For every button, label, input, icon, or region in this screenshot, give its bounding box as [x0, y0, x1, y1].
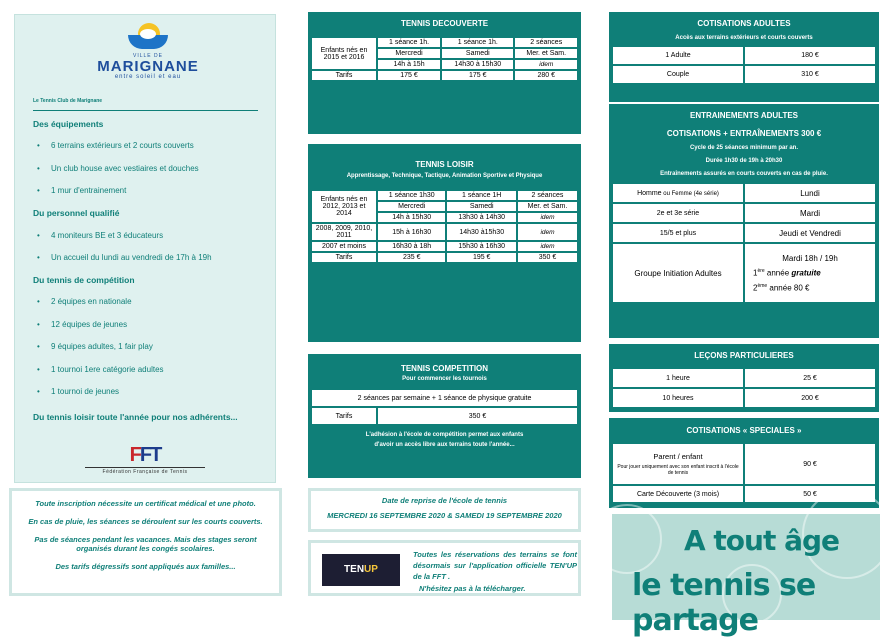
table-cell: Mardi: [745, 204, 875, 222]
table-cell: Jeudi et Vendredi: [745, 224, 875, 242]
fft-logo: FFT Fédération Française de Tennis: [85, 445, 205, 475]
tenup-box: [308, 540, 581, 596]
table-cell: Samedi: [447, 202, 516, 211]
tenup-download-text: N'hésitez pas à la télécharger.: [419, 584, 526, 593]
table-cell: 1 séance 1H: [447, 191, 516, 200]
table-cell: Couple: [613, 66, 743, 83]
important-notes: [9, 488, 282, 596]
info-text: Cycle de 25 séances minimum par an.: [689, 145, 799, 151]
list-item: • Un club house avec vestiaires et douches: [37, 164, 199, 173]
note: Des tarifs dégressifs sont appliqués aux familles...: [55, 562, 236, 571]
tenup-logo: TENUP: [322, 554, 400, 586]
entrainements-adultes-table: [609, 104, 879, 338]
price-cell: 350 €: [378, 408, 577, 424]
tennis-competition-table: [308, 354, 581, 478]
table-cell: 14h à 15h30: [378, 213, 445, 222]
table-title: LEÇONS PARTICULIERES: [694, 351, 794, 360]
table-cell: Carte Découverte (3 mois): [613, 486, 743, 502]
table-title: TENNIS DECOUVERTE: [400, 19, 489, 28]
table-cell: Homme ou Femme (4e série): [613, 184, 743, 202]
table-title: COTISATIONS « SPECIALES »: [686, 426, 802, 435]
section-title: Des équipements: [33, 119, 104, 129]
note: L'adhésion à l'école de compétition permet aux enfants: [365, 432, 524, 438]
price-cell: 200 €: [745, 389, 875, 407]
club-title: Le Tennis Club de Marignane: [33, 98, 103, 104]
age-cell: Enfants nés en 2015 et 2016: [312, 38, 376, 69]
table-cell: 2e et 3e série: [613, 204, 743, 222]
table-cell: 15/5 et plus: [613, 224, 743, 242]
list-item: • 12 équipes de jeunes: [37, 320, 128, 329]
table-cell: 2 séances par semaine + 1 séance de physique gratuite: [312, 390, 577, 406]
reprise-dates: MERCREDI 16 SEPTEMBRE 2020 & SAMEDI 19 SEPTEMBRE 2020: [327, 511, 562, 520]
table-cell: Parent / enfant Pour jouer uniquement avec son enfant inscrit à l'école de tennis: [613, 444, 743, 484]
list-item: • Un accueil du lundi au vendredi de 17h à 19h: [37, 253, 212, 262]
section-title: Du tennis de compétition: [33, 275, 135, 285]
age-cell: 2008, 2009, 2010, 2011: [312, 224, 376, 240]
price-cell: 25 €: [745, 369, 875, 387]
table-cell: Mercredi: [378, 49, 440, 58]
list-item: • 1 mur d'entrainement: [37, 186, 127, 195]
table-cell: idem: [518, 224, 577, 240]
logo-name: MARIGNANE: [97, 58, 199, 75]
table-cell: idem: [518, 242, 577, 251]
price-cell: 175 €: [378, 71, 440, 80]
list-item: • 1 tournoi de jeunes: [37, 387, 120, 396]
tennis-loisir-table: [308, 144, 581, 342]
table-cell: 13h30 à 14h30: [447, 213, 516, 222]
fft-text: Fédération Française de Tennis: [102, 469, 188, 475]
table-cell: 16h30 à 18h: [378, 242, 445, 251]
table-cell: 2 séances: [515, 38, 577, 47]
price-cell: 90 €: [745, 444, 875, 484]
table-cell: Mer. et Sam.: [518, 202, 577, 211]
table-cell: idem: [515, 60, 577, 69]
closing-text: Du tennis loisir toute l'année pour nos adhérents...: [33, 412, 238, 422]
table-cell: 14h à 15h: [378, 60, 440, 69]
list-item: • 6 terrains extérieurs et 2 courts couverts: [37, 141, 194, 150]
table-title: TENNIS LOISIR: [415, 160, 474, 169]
note: En cas de pluie, les séances se déroulent sur les courts couverts.: [28, 517, 263, 526]
table-cell: Mercredi: [378, 202, 445, 211]
table-title: COTISATIONS ADULTES: [697, 19, 791, 28]
table-cell: Tarifs: [312, 71, 376, 80]
sun-wave-icon: [128, 23, 168, 51]
table-cell: 1 séance 1h30: [378, 191, 445, 200]
table-cell: Samedi: [442, 49, 513, 58]
table-subtitle: Apprentissage, Technique, Tactique, Animation Sportive et Physique: [346, 173, 543, 179]
table-cell: 15h à 16h30: [378, 224, 445, 240]
table-cell: 14h30 à 15h30: [442, 60, 513, 69]
list-item: • 2 équipes en nationale: [37, 297, 132, 306]
marignane-logo: [93, 23, 203, 95]
price-cell: 180 €: [745, 47, 875, 64]
price-cell: 350 €: [518, 253, 577, 262]
price-cell: 235 €: [378, 253, 445, 262]
lecons-particulieres-table: [609, 344, 879, 412]
note: Toute inscription nécessite un certificat médical et une photo.: [35, 499, 256, 508]
age-cell: 2007 et moins: [312, 242, 376, 251]
table-cell: 14h30 à15h30: [447, 224, 516, 240]
divider: [33, 110, 258, 111]
tenup-text: Toutes les réservations des terrains se font désormais sur l'application officielle TEN'UP de la FFT .: [413, 550, 577, 581]
slogan-line-2: le tennis se partage: [632, 568, 816, 638]
tennis-ball-icon: [592, 504, 662, 574]
table-cell: Tarifs: [312, 408, 376, 424]
cotisations-adultes-table: [609, 12, 879, 102]
section-title: Du personnel qualifié: [33, 208, 120, 218]
table-cell: 1 heure: [613, 369, 743, 387]
table-cell: Mardi 18h / 19h 1ère année gratuite 2ème année 80 €: [745, 244, 875, 302]
age-cell: Enfants nés en 2012, 2013 et 2014: [312, 191, 376, 222]
price-cell: 310 €: [745, 66, 875, 83]
slogan-line-1: A tout âge: [684, 524, 840, 557]
info-text: Durée 1h30 de 19h à 20h30: [705, 158, 783, 164]
price-cell: 280 €: [515, 71, 577, 80]
table-cell: 1 séance 1h.: [378, 38, 440, 47]
reprise-title: Date de reprise de l'école de tennis: [381, 496, 508, 505]
list-item: • 4 moniteurs BE et 3 éducateurs: [37, 231, 164, 240]
price-cell: 195 €: [447, 253, 516, 262]
list-item: • 9 équipes adultes, 1 fair play: [37, 342, 153, 351]
table-cell: 1 séance 1h.: [442, 38, 513, 47]
table-cell: Lundi: [745, 184, 875, 202]
info-text: Entraînements assurés en courts couverts en cas de pluie.: [660, 171, 828, 177]
table-cell: Mer. et Sam.: [515, 49, 577, 58]
note: Pas de séances pendant les vacances. Mais des stages seront organisés durant les congés scolaires.: [34, 535, 257, 553]
reprise-date-box: [308, 488, 581, 532]
table-title: ENTRAINEMENTS ADULTES: [690, 111, 798, 120]
table-title: COTISATIONS + ENTRAÎNEMENTS 300 €: [666, 129, 822, 138]
table-cell: 10 heures: [613, 389, 743, 407]
list-item: • 1 tournoi 1ere catégorie adultes: [37, 365, 164, 374]
table-cell: 2 séances: [518, 191, 577, 200]
table-cell: 15h30 à 16h30: [447, 242, 516, 251]
price-cell: 175 €: [442, 71, 513, 80]
table-cell: Groupe Initiation Adultes: [613, 244, 743, 302]
table-subtitle: Pour commencer les tournois: [402, 376, 487, 382]
logo-ville: VILLE DE: [133, 53, 163, 59]
table-subtitle: Accès aux terrains extérieurs et courts couverts: [675, 35, 813, 41]
note: d'avoir un accès libre aux terrains toute l'année...: [374, 442, 515, 448]
tennis-decouverte-table: [308, 12, 581, 134]
club-info-panel: [14, 14, 276, 483]
price-cell: 50 €: [745, 486, 875, 502]
table-cell: 1 Adulte: [613, 47, 743, 64]
table-title: TENNIS COMPETITION: [400, 364, 489, 373]
slogan-banner: [612, 514, 880, 638]
logo-tagline: entre soleil et eau: [114, 74, 182, 80]
table-cell: Tarifs: [312, 253, 376, 262]
table-cell: idem: [518, 213, 577, 222]
